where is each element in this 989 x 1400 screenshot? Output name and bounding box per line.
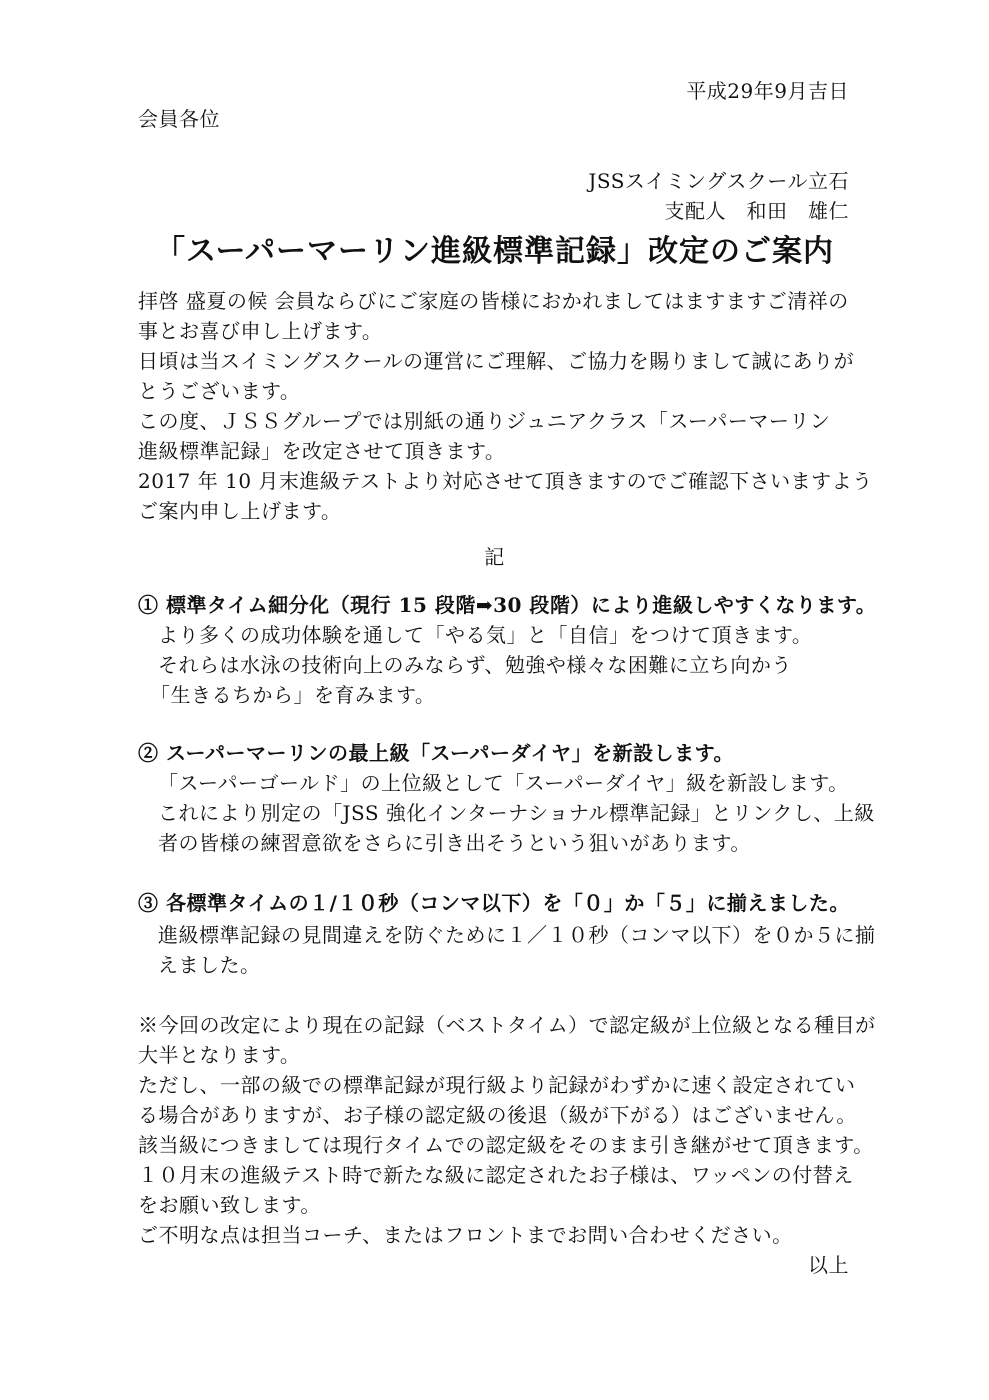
closing-text: 以上	[808, 1253, 849, 1277]
intro-line: 2017 年 10 月末進級テストより対応させて頂きますのでご確認下さいますよう	[138, 469, 873, 493]
note-line: る場合がありますが、お子様の認定級の後退（級が下がる）はございません。	[138, 1103, 857, 1127]
item-line: より多くの成功体験を通して「やる気」と「自信」をつけて頂きます。	[158, 623, 813, 647]
intro-line: ご案内申し上げます。	[138, 499, 342, 523]
date-line: 平成29年9月吉日	[686, 79, 849, 103]
intro-line: この度、ＪＳＳグループでは別紙の通りジュニアクラス「スーパーマーリン	[138, 409, 831, 433]
item-heading: ③ 各標準タイムの１/１０秒（コンマ以下）を「０」か「５」に揃えました。	[138, 891, 850, 915]
recipient-line: 会員各位	[138, 107, 220, 131]
intro-line: 拝啓 盛夏の候 会員ならびにご家庭の皆様におかれましてはますますご清祥の	[138, 289, 849, 313]
item-line: 「スーパーゴールド」の上位級として「スーパーダイヤ」級を新設します。	[158, 771, 849, 795]
note-line: １０月末の進級テスト時で新たな級に認定されたお子様は、ワッペンの付替え	[138, 1163, 854, 1187]
item-line: 「生きるちから」を育みます。	[150, 683, 436, 707]
note-line: をお願い致します。	[138, 1193, 321, 1217]
sender-organization: JSSスイミングスクール立石	[588, 169, 849, 193]
intro-line: 日頃は当スイミングスクールの運営にご理解、ご協力を賜りまして誠にありが	[138, 349, 855, 373]
item-line: 者の皆様の練習意欲をさらに引き出そうという狙いがあります。	[158, 831, 751, 855]
item-line: えました。	[158, 953, 261, 977]
note-line: ※今回の改定により現在の記録（ベストタイム）で認定級が上位級となる種目が	[138, 1013, 876, 1037]
item-line: それらは水泳の技術向上のみならず、勉強や様々な困難に立ち向かう	[158, 653, 792, 677]
intro-line: 事とお喜び申し上げます。	[138, 319, 383, 343]
note-line: ご不明な点は担当コーチ、またはフロントまでお問い合わせください。	[138, 1223, 793, 1247]
document-title: 「スーパーマーリン進級標準記録」改定のご案内	[155, 234, 834, 269]
intro-line: 進級標準記録」を改定させて頂きます。	[138, 439, 506, 463]
item-line: 進級標準記録の見間違えを防ぐために１／１０秒（コンマ以下）を０か５に揃	[158, 923, 876, 947]
note-line: 大半となります。	[138, 1043, 301, 1067]
item-line: これにより別定の「JSS 強化インターナショナル標準記録」とリンクし、上級	[158, 801, 875, 825]
sender-manager: 支配人 和田 雄仁	[664, 199, 849, 223]
item-heading: ② スーパーマーリンの最上級「スーパーダイヤ」を新設します。	[138, 741, 734, 765]
intro-line: とうございます。	[138, 379, 301, 403]
note-line: ただし、一部の級での標準記録が現行級より記録がわずかに速く設定されてい	[138, 1073, 856, 1097]
note-line: 該当級につきましては現行タイムでの認定級をそのまま引き継がせて頂きます。	[138, 1133, 874, 1157]
ki-heading: 記	[484, 545, 505, 569]
item-heading: ① 標準タイム細分化（現行 15 段階➡30 段階）により進級しやすくなります。	[138, 593, 877, 617]
